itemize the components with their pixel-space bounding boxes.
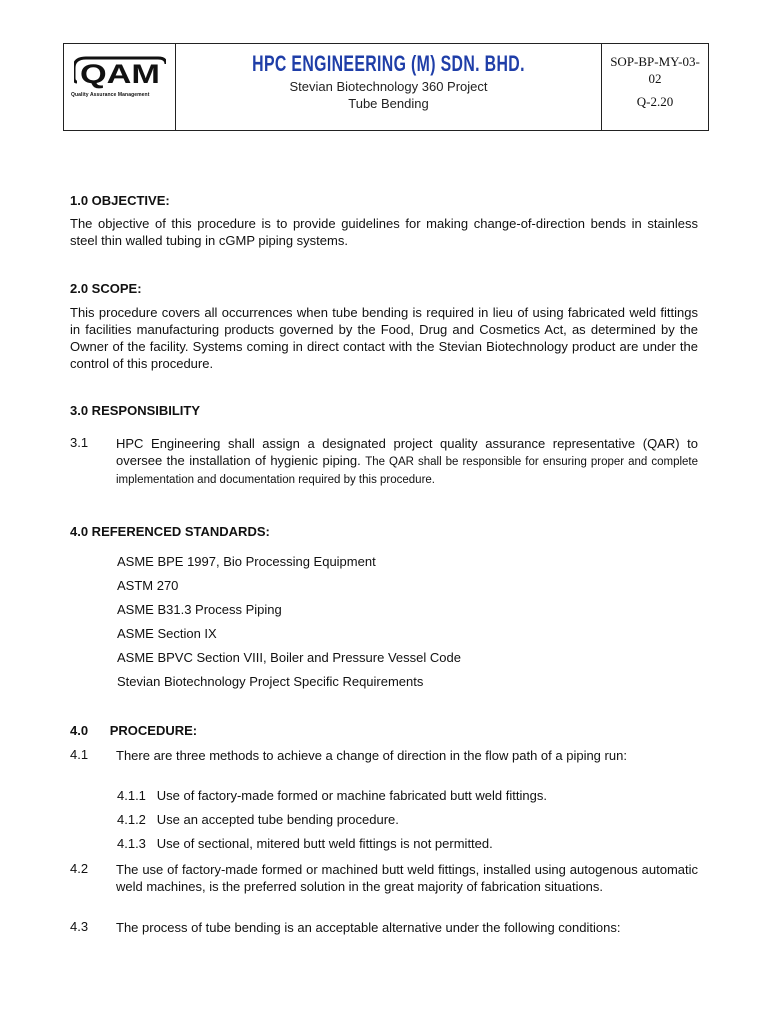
logo-cell xyxy=(64,44,176,130)
document-header xyxy=(63,43,709,131)
standard-item: ASTM 270 xyxy=(117,578,179,593)
document-code: SOP-BP-MY-03- 02 xyxy=(610,54,700,86)
procedure-sub-item: 4.1.2 Use an accepted tube bending procedure. xyxy=(117,812,399,827)
objective-heading: 1.0 OBJECTIVE: xyxy=(70,193,170,208)
item-number: 4.3 xyxy=(70,919,89,934)
scope-text: This procedure covers all occurrences when tube bending is required in lieu of using fabricated weld fittings in facilities manufacturing products governed by the Food, Drug and Cosmetics Act, as determined by the Owner of the facility. Systems coming in direct contact with the Stevian Biotechnology product are under the control of this procedure. xyxy=(70,305,698,371)
logo-tagline: Quality Assurance Management xyxy=(71,92,150,98)
standard-item: Stevian Biotechnology Project Specific Requirements xyxy=(117,674,424,689)
document-subtitle: Tube Bending xyxy=(348,96,429,111)
procedure-item-text: There are three methods to achieve a change of direction in the flow path of a piping run: xyxy=(116,748,627,763)
title-cell xyxy=(176,44,602,130)
item-number: 4.1 xyxy=(70,747,89,762)
responsibility-heading: 3.0 RESPONSIBILITY xyxy=(70,403,201,418)
project-name: Stevian Biotechnology 360 Project xyxy=(289,79,488,94)
standard-item: ASME B31.3 Process Piping xyxy=(117,602,282,617)
standard-item: ASME BPVC Section VIII, Boiler and Pressure Vessel Code xyxy=(117,650,461,665)
responsibility-text-a: HPC Engineering shall assign a designated project quality assurance representative (QAR) to oversee the installation of hygienic piping. xyxy=(116,436,698,468)
standard-item: ASME Section IX xyxy=(117,626,217,641)
item-number: 3.1 xyxy=(70,435,89,450)
responsibility-text xyxy=(116,435,698,488)
qam-logo xyxy=(74,56,166,90)
procedure-sub-item: 4.1.1 Use of factory-made formed or machine fabricated butt weld fittings. xyxy=(117,788,547,803)
standards-heading: 4.0 REFERENCED STANDARDS: xyxy=(70,524,270,539)
revision-code: Q-2.20 xyxy=(636,94,674,109)
procedure-heading: 4.0 PROCEDURE: xyxy=(70,723,198,738)
standard-item: ASME BPE 1997, Bio Processing Equipment xyxy=(117,554,376,569)
objective-text: The objective of this procedure is to provide guidelines for making change-of-direction bends in stainless steel thin walled tubing in cGMP piping systems. xyxy=(70,216,698,248)
code-cell xyxy=(602,44,708,130)
logo-wordmark: QAM xyxy=(80,59,160,89)
procedure-item-text: The process of tube bending is an acceptable alternative under the following conditions: xyxy=(116,920,621,935)
item-number: 4.2 xyxy=(70,861,89,876)
responsibility-text-b: The QAR shall be responsible for ensuring proper and complete implementation and documentation required by this procedure. xyxy=(116,456,699,486)
company-name: HPC ENGINEERING (M) SDN. BHD. xyxy=(252,51,525,76)
procedure-item-text: The use of factory-made formed or machined butt weld fittings, installed using autogenous automatic weld machines, is the preferred solution in the great majority of fabrication situations. xyxy=(116,862,698,894)
scope-heading: 2.0 SCOPE: xyxy=(70,281,142,296)
procedure-sub-item: 4.1.3 Use of sectional, mitered butt weld fittings is not permitted. xyxy=(117,836,493,851)
